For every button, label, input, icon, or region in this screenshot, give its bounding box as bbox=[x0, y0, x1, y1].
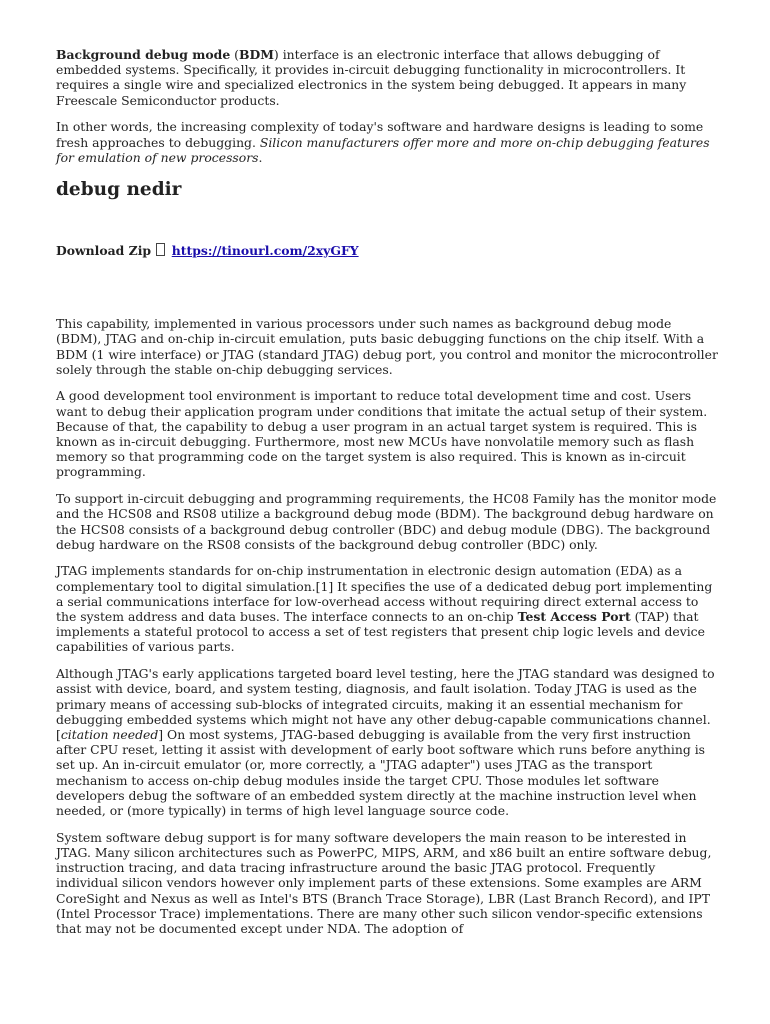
body-p5-text: Although JTAG's early applications targeted board level testing, here the JTAG standard was designed to assist with device, board, and system testing, diagnosis, and fault isolation. Today JTAG is used as the primary means of accessing sub-blocks of integrated circuits, making it an essential mechanism for debugging embedded systems which might not have any other debug-capable communications channel.[ bbox=[56, 666, 715, 742]
body-p5-text-end: ] On most systems, JTAG-based debugging is available from the very first instruction after CPU reset, letting it assist with development of early boot software which runs before anything is set up. An in-circuit emulator (or, more correctly, a "JTAG adapter") uses JTAG as the transport mechanism to access on-chip debug modules inside the target CPU. Those modules let software developers debug the software of an embedded system directly at the machine instruction level when needed, or (more typically) in terms of high level language source code. bbox=[56, 727, 706, 819]
document-content bbox=[56, 47, 718, 948]
missing-glyph-box-icon bbox=[156, 243, 165, 256]
body-paragraph-1: This capability, implemented in various processors under such names as background debug mode (BDM), JTAG and on-chip in-circuit emulation, puts basic debugging functions on the chip itself. With a BDM (1 wire interface) or JTAG (standard JTAG) debug port, you control and monitor the microcontroller solely through the stable on-chip debugging services. bbox=[56, 316, 718, 377]
download-line bbox=[56, 243, 718, 258]
term-background-debug-mode: Background debug mode bbox=[56, 47, 231, 62]
citation-needed: citation needed bbox=[60, 727, 159, 742]
intro-paragraph-2 bbox=[56, 119, 718, 165]
section-heading: debug nedir bbox=[56, 178, 182, 200]
term-bdm: BDM bbox=[238, 47, 274, 62]
intro-p2-end: . bbox=[258, 149, 263, 165]
intro-p1-text: ) interface is an electronic interface that allows debugging of embedded systems. Specifically, it provides in-circuit debugging functionality in microcontrollers. It requires a single wire and specialized electronics in the system being debugged. It appears in many Freescale Semiconductor products. bbox=[56, 47, 687, 108]
body-p4-text-end: (TAP) that implements a stateful protocol to access a set of test registers that present chip logic levels and device capabilities of various parts. bbox=[56, 609, 705, 655]
intro-p2-italic: Silicon manufacturers offer more and more on-chip debugging features for emulation of new processors bbox=[56, 134, 710, 165]
download-label: Download Zip bbox=[56, 242, 152, 258]
term-test-access-port: Test Access Port bbox=[517, 609, 631, 625]
intro-open-paren: ( bbox=[230, 47, 239, 62]
body-paragraph-3: To support in-circuit debugging and programming requirements, the HC08 Family has the monitor mode and the HCS08 and RS08 utilize a background debug mode (BDM). The background debug hardware on the HCS08 consists of a background debug controller (BDC) and debug module (DBG). The background debug hardware on the RS08 consists of the background debug controller (BDC) only. bbox=[56, 491, 717, 552]
download-link[interactable]: https://tinourl.com/2xyGFY bbox=[171, 242, 359, 258]
body-paragraph-6: System software debug support is for many software developers the main reason to be interested in JTAG. Many silicon architectures such as PowerPC, MIPS, ARM, and x86 built an entire software debug, instruction tracing, and data tracing infrastructure around the basic JTAG protocol. Frequently individual silicon vendors however only implement parts of these extensions. Some examples are ARM CoreSight and Nexus as well as Intel's BTS (Branch Trace Storage), LBR (Last Branch Record), and IPT (Intel Processor Trace) implementations. There are many other such silicon vendor-specific extensions that may not be documented except under NDA. The adoption of bbox=[56, 829, 712, 936]
body-p4-text: JTAG implements standards for on-chip instrumentation in electronic design automation (EDA) as a complementary tool to digital simulation.[1] It specifies the use of a dedicated debug port implementing a serial communications interface for low-overhead access without requiring direct external access to the system address and data buses. The interface connects to an on-chip bbox=[56, 563, 713, 625]
body-paragraph-2: A good development tool environment is important to reduce total development time and cost. Users want to debug their application program under conditions that imitate the actual setup of their system. Because of that, the capability to debug a user program in an actual target system is required. This is known as in-circuit debugging. Furthermore, most new MCUs have nonvolatile memory such as flash memory so that programming code on the target system is also required. This is known as in-circuit programming. bbox=[56, 388, 708, 480]
body-paragraph-5 bbox=[56, 666, 718, 818]
body-paragraph-4 bbox=[56, 563, 718, 654]
intro-p2-text: In other words, the increasing complexity of today's software and hardware designs is leading to some fresh approaches to debugging. bbox=[56, 119, 704, 150]
intro-paragraph-1 bbox=[56, 47, 718, 108]
